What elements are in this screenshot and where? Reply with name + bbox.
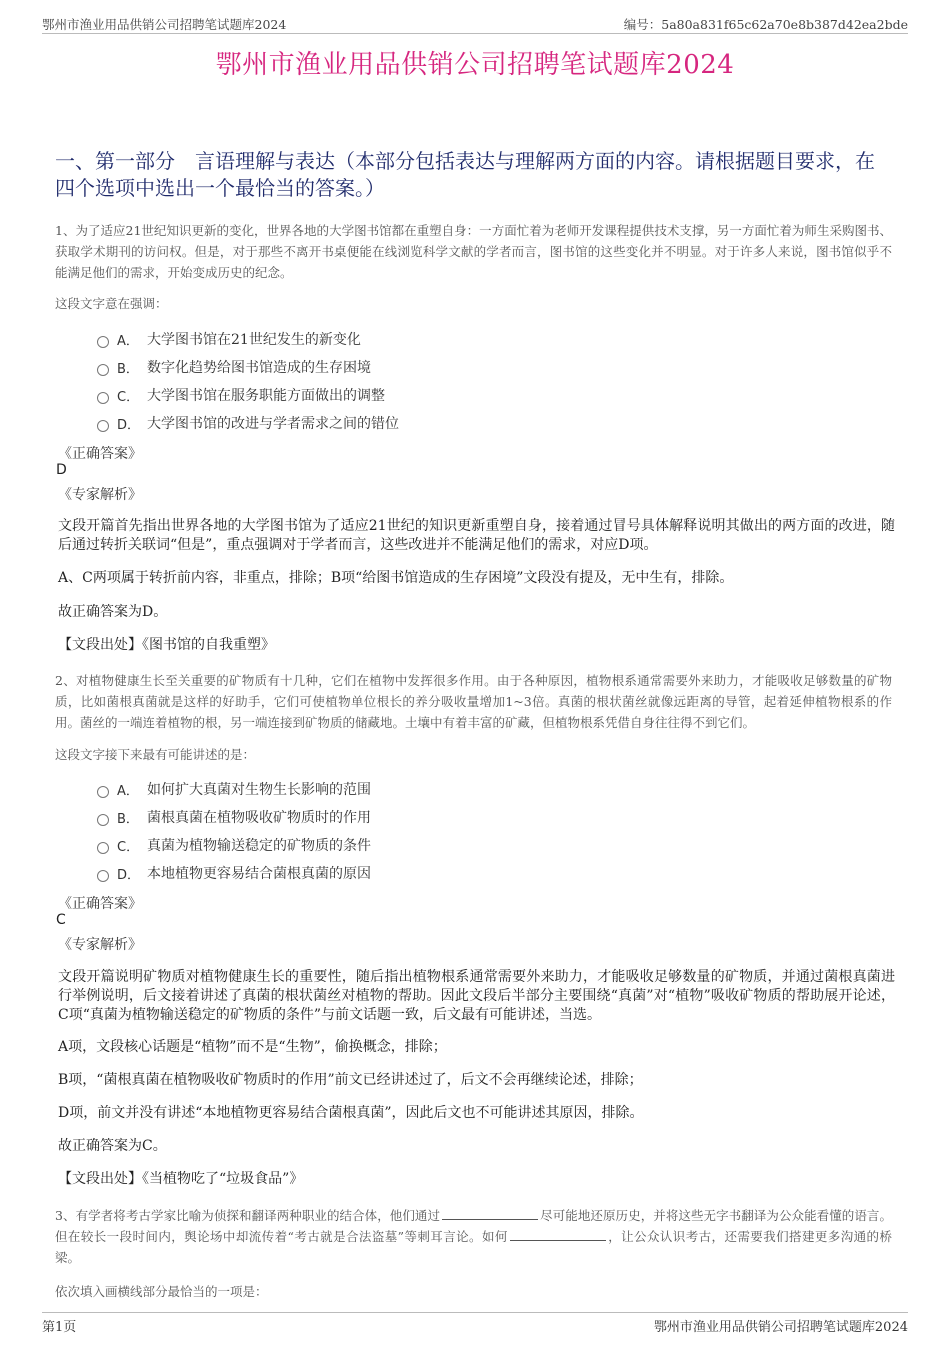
footer-doc-title: 鄂州市渔业用品供销公司招聘笔试题库2024 <box>653 1320 908 1335</box>
analysis-paragraph: 故正确答案为C。 <box>58 1138 167 1154</box>
source-citation: 【文段出处】《图书馆的自我重塑》 <box>58 637 275 653</box>
option-letter: B． <box>117 361 139 377</box>
option-c[interactable] <box>97 831 371 859</box>
radio-icon[interactable] <box>97 420 109 432</box>
radio-icon[interactable] <box>97 364 109 376</box>
question-3-text-part: 3、有学者将考古学家比喻为侦探和翻译两种职业的结合体，他们通过 <box>55 1208 441 1223</box>
option-text: 数字化趋势给图书馆造成的生存困境 <box>147 360 371 376</box>
question-3-stem: 依次填入画横线部分最恰当的一项是： <box>55 1284 268 1299</box>
question-2-options <box>97 775 371 887</box>
radio-icon[interactable] <box>97 814 109 826</box>
page-footer <box>42 1312 908 1334</box>
answer-label: 《正确答案》 <box>58 896 142 912</box>
answer-label: 《正确答案》 <box>58 446 142 462</box>
option-text: 真菌为植物输送稳定的矿物质的条件 <box>147 838 371 854</box>
question-1-options <box>97 325 399 437</box>
header-doc-title: 鄂州市渔业用品供销公司招聘笔试题库2024 <box>42 17 287 32</box>
question-2-text: 2、对植物健康生长至关重要的矿物质有十几种，它们在植物中发挥很多作用。由于各种原因，植物根系通常需要外来助力，才能吸收足够数量的矿物质，比如菌根真菌就是这样的好助手，它们可使植物单位根长的养分吸收量增加1~3倍。真菌的根状菌丝就像远距离的导管，起着延伸植物根系的作用。菌丝的一端连着植物的根，另一端连接到矿物质的储藏地。土壤中有着丰富的矿藏，但植物根系凭借自身往往得不到它们。 <box>55 673 892 730</box>
page-number: 第1页 <box>42 1320 77 1335</box>
section-heading: 一、第一部分 言语理解与表达（本部分包括表达与理解两方面的内容。请根据题目要求，在四个选项中选出一个最恰当的答案。） <box>55 149 875 200</box>
option-d[interactable] <box>97 859 371 887</box>
question-1-text: 1、为了适应21世纪知识更新的变化，世界各地的大学图书馆都在重塑自身：一方面忙着为老师开发课程提供技术支撑，另一方面忙着为师生采购图书、获取学术期刊的访问权。但是，对于那些不离开书桌便能在线浏览科学文献的学者而言，图书馆的这些变化并不明显。对于许多人来说，图书馆似乎不能满足他们的需求，开始变成历史的纪念。 <box>55 223 892 280</box>
question-2-stem: 这段文字接下来最有可能讲述的是： <box>55 747 256 762</box>
option-c[interactable] <box>97 381 399 409</box>
page-title: 鄂州市渔业用品供销公司招聘笔试题库2024 <box>215 50 735 80</box>
option-letter: C． <box>117 389 140 405</box>
option-text: 大学图书馆的改进与学者需求之间的错位 <box>147 416 399 432</box>
analysis-paragraph: 文段开篇说明矿物质对植物健康生长的重要性，随后指出植物根系通常需要外来助力，才能吸收足够数量的矿物质，并通过菌根真菌进行举例说明，后文接着讲述了真菌的根状菌丝对植物的帮助。因此文段后半部分主要围绕“真菌”对“植物”吸收矿物质的帮助展开论述，C项“真菌为植物输送稳定的矿物质的条件”与前文话题一致，后文最有可能讲述，当选。 <box>58 969 895 1023</box>
option-text: 大学图书馆在21世纪发生的新变化 <box>147 332 361 348</box>
page-header <box>42 12 908 34</box>
option-a[interactable] <box>97 325 399 353</box>
analysis-label: 《专家解析》 <box>58 937 142 953</box>
radio-icon[interactable] <box>97 870 109 882</box>
option-text: 菌根真菌在植物吸收矿物质时的作用 <box>147 810 371 826</box>
option-b[interactable] <box>97 803 371 831</box>
analysis-paragraph: 故正确答案为D。 <box>58 604 168 620</box>
analysis-paragraph: A、C两项属于转折前内容，非重点，排除；B项“给图书馆造成的生存困境”文段没有提及，无中生有，排除。 <box>58 570 734 586</box>
radio-icon[interactable] <box>97 842 109 854</box>
radio-icon[interactable] <box>97 336 109 348</box>
option-b[interactable] <box>97 353 399 381</box>
option-text: 本地植物更容易结合菌根真菌的原因 <box>147 866 371 882</box>
answer-value: C <box>56 912 66 928</box>
source-citation: 【文段出处】《当植物吃了“垃圾食品”》 <box>58 1171 304 1187</box>
fill-blank[interactable] <box>442 1207 538 1220</box>
option-a[interactable] <box>97 775 371 803</box>
analysis-paragraph: B项，“菌根真菌在植物吸收矿物质时的作用”前文已经讲述过了，后文不会再继续论述，排除； <box>58 1072 643 1088</box>
analysis-label: 《专家解析》 <box>58 487 142 503</box>
option-letter: A． <box>117 783 139 799</box>
analysis-paragraph: A项，文段核心话题是“植物”而不是“生物”，偷换概念，排除； <box>58 1039 447 1055</box>
answer-value: D <box>56 462 67 478</box>
option-letter: D． <box>117 867 141 883</box>
option-d[interactable] <box>97 409 399 437</box>
option-letter: A． <box>117 333 139 349</box>
fill-blank[interactable] <box>510 1228 606 1241</box>
radio-icon[interactable] <box>97 392 109 404</box>
question-3-text-part: ，让公众认识考古，还需要我们搭建更多沟通的桥梁。 <box>55 1229 892 1265</box>
option-letter: D． <box>117 417 141 433</box>
analysis-paragraph: 文段开篇首先指出世界各地的大学图书馆为了适应21世纪的知识更新重塑自身，接着通过冒号具体解释说明其做出的两方面的改进，随后通过转折关联词“但是”，重点强调对于学者而言，这些改进并不能满足他们的需求，对应D项。 <box>58 518 895 553</box>
header-doc-id: 编号：5a80a831f65c62a70e8b387d42ea2bde <box>623 17 908 32</box>
question-3-text <box>55 1205 892 1268</box>
radio-icon[interactable] <box>97 786 109 798</box>
option-letter: C． <box>117 839 140 855</box>
question-1-stem: 这段文字意在强调： <box>55 296 168 311</box>
analysis-paragraph: D项，前文并没有讲述“本地植物更容易结合菌根真菌”，因此后文也不可能讲述其原因，排除。 <box>58 1105 644 1121</box>
question-3-text-part: 尽可能地还原历史，并将这些无字书翻译为公众能看懂的语言。但在较长一段时间内，舆论场中却流传着“考古就是合法盗墓”等刺耳言论。如何 <box>55 1208 892 1244</box>
option-text: 大学图书馆在服务职能方面做出的调整 <box>147 388 385 404</box>
option-letter: B． <box>117 811 139 827</box>
option-text: 如何扩大真菌对生物生长影响的范围 <box>147 782 371 798</box>
